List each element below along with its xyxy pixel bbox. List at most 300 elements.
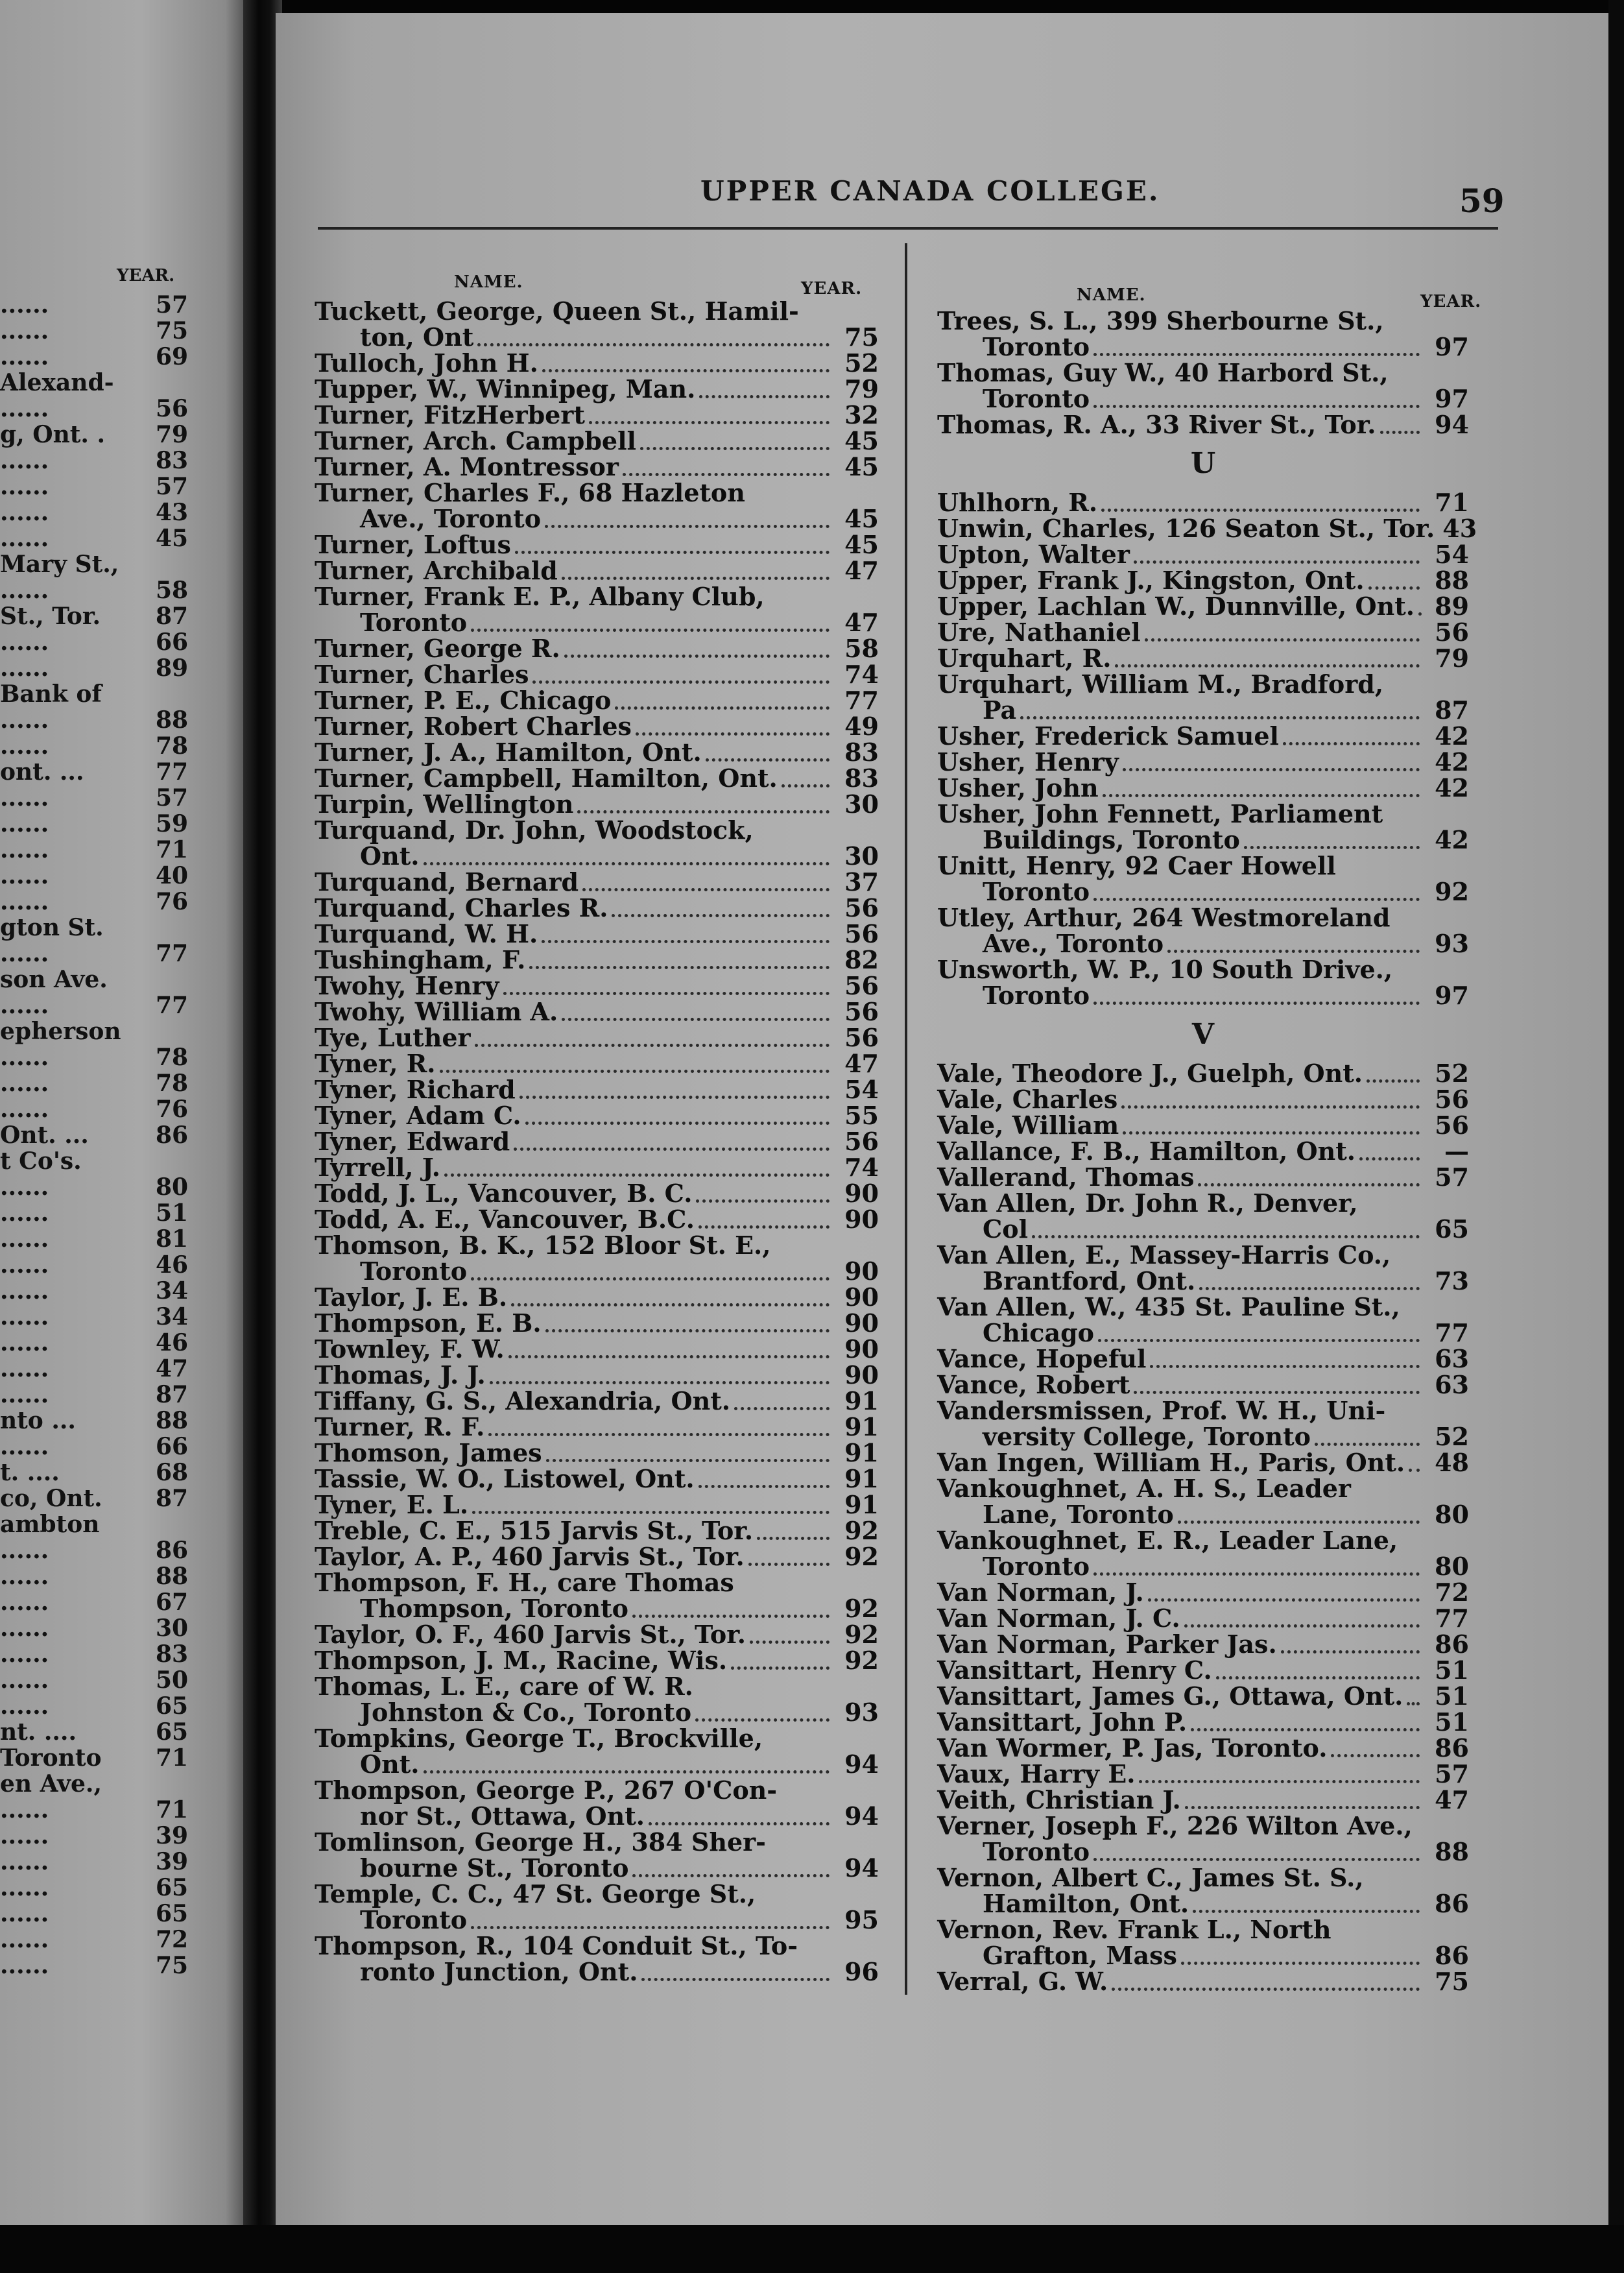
entry-continuation [937,983,1469,1009]
entry-name: Tomlinson, George H., 384 Sher- [315,1827,766,1857]
entry-name: Turner, R. F. [315,1412,485,1441]
prev-page-line [0,967,195,992]
prev-line-year: 86 [156,1122,189,1149]
dot-leader [542,931,830,943]
entry-year: 94 [1435,410,1469,439]
entry-line [937,1631,1469,1657]
entry-line [937,619,1469,645]
entry-name: Thompson, F. H., care Thomas [315,1568,734,1597]
entry-name: Turquand, Dr. John, Woodstock, [315,815,754,845]
dot-leader [641,1969,830,1981]
prev-line-text: ...... [0,395,49,422]
entry-line [315,1336,879,1362]
entry-year: 48 [1435,1448,1469,1477]
entry-name: Toronto [983,1552,1090,1581]
prev-line-text: ...... [0,1537,49,1564]
dot-leader [1367,1070,1420,1083]
entry-continuation [937,1216,1469,1242]
entry-name: Verner, Joseph F., 226 Wilton Ave., [937,1811,1413,1840]
prev-line-year: 46 [156,1329,189,1356]
dot-leader [424,853,830,865]
prev-line-text: son Ave. [0,966,108,993]
entry-name: Vallance, F. B., Hamilton, Ont. [937,1136,1356,1166]
prev-page-line [0,1460,195,1485]
entry-year: 56 [844,971,879,1000]
dot-leader [1123,1122,1420,1135]
prev-line-year: 76 [156,888,189,915]
entry-line [937,1528,1469,1554]
entry-line [315,791,879,817]
prev-line-text: ...... [0,629,49,656]
prev-line-text: ...... [0,862,49,889]
entry-name: Trees, S. L., 399 Sherbourne St., [937,306,1384,335]
entry-year: 97 [1435,981,1469,1010]
entry-line [315,1440,879,1466]
entry-name: Hamilton, Ont. [983,1889,1189,1918]
prev-page-line [0,1044,195,1070]
dot-leader [1121,1096,1420,1109]
prev-line-text: ...... [0,1381,49,1408]
entry-name: Tompkins, George T., Brockville, [315,1724,763,1753]
prev-line-year: 87 [156,603,189,630]
prev-line-year: 47 [156,1355,189,1382]
entry-year: 47 [844,608,879,637]
entry-line [937,1580,1469,1606]
prev-line-year: 87 [156,1381,189,1408]
entry-year: 90 [844,1334,879,1364]
prev-page-line [0,1330,195,1356]
entry-continuation [937,386,1469,412]
entry-line [315,714,879,740]
dot-leader [1150,1356,1420,1368]
entry-name: Todd, A. E., Vancouver, B.C. [315,1205,695,1234]
dot-leader [1407,1693,1420,1705]
entry-year: 57 [1435,1162,1469,1192]
entry-name: Vansittart, Henry C. [937,1655,1212,1685]
entry-line [937,1450,1469,1476]
prev-line-text: nt. .... [0,1718,77,1746]
dot-leader [731,1657,830,1670]
scan-bottom-edge [0,2225,1624,2273]
previous-page-fragment [0,0,256,2273]
entry-year: 90 [844,1282,879,1312]
entry-line [315,1077,879,1103]
prev-line-text: St., Tor. [0,603,101,630]
prev-line-text: ...... [0,1303,49,1330]
entry-name: Thomson, B. K., 152 Bloor St. E., [315,1231,771,1260]
prev-line-text: ...... [0,1044,49,1071]
entry-line [315,1726,879,1751]
entry-name: Townley, F. W. [315,1334,505,1364]
dot-leader [699,386,830,398]
prev-line-year: 59 [156,810,189,837]
prev-line-text: ...... [0,1952,49,1979]
left-name-header: NAME. [454,272,523,292]
entry-name: Thompson, J. M., Racine, Wis. [315,1646,728,1675]
entry-name: Thompson, R., 104 Conduit St., To- [315,1931,798,1960]
entry-year: 45 [844,504,879,533]
entry-year: 75 [1435,1967,1469,1996]
prev-page-line [0,603,195,629]
entry-name: Chicago [983,1318,1094,1347]
entry-year: 94 [844,1853,879,1882]
prev-page-line [0,344,195,370]
entry-year: 83 [844,764,879,793]
prev-line-year: 71 [156,1796,189,1823]
prev-line-text: co, Ont. [0,1485,102,1512]
entry-line [315,1207,879,1233]
prev-page-line [0,1563,195,1589]
prev-page-line [0,1771,195,1797]
dot-leader [1380,422,1420,434]
prev-line-year: 88 [156,1407,189,1434]
entry-line [315,1025,879,1051]
column-divider [905,243,907,1995]
dot-leader [1198,1174,1420,1186]
entry-continuation [315,1700,879,1726]
entry-line [937,1346,1469,1372]
entry-line [315,947,879,973]
entry-line [315,1129,879,1155]
dot-leader [757,1528,830,1540]
entry-name: Turquand, Charles R. [315,893,608,922]
prev-line-text: ambton [0,1511,100,1538]
entry-name: Turner, George R. [315,634,560,663]
dot-leader [1181,1953,1420,1965]
entry-year: 90 [844,1360,879,1389]
dot-leader [632,1865,830,1877]
dot-leader [519,1087,830,1099]
dot-leader [511,1294,830,1306]
entry-name: Vance, Robert [937,1370,1130,1399]
entry-name: Treble, C. E., 515 Jarvis St., Tor. [315,1516,754,1545]
prev-line-text: ...... [0,888,49,915]
prev-page-line [0,1823,195,1849]
prev-line-text: ...... [0,1277,49,1305]
prev-line-text: ...... [0,577,49,604]
entry-continuation [315,1258,879,1284]
entry-continuation [937,931,1469,957]
entry-line [937,568,1469,594]
prev-line-year: 75 [156,1952,189,1979]
prev-line-year: 57 [156,784,189,812]
entry-line [315,1051,879,1077]
prev-page-line [0,396,195,422]
prev-line-year: 89 [156,655,189,682]
prev-line-year: 66 [156,629,189,656]
dot-leader [1167,941,1420,953]
prev-line-year: 77 [156,940,189,967]
entry-line [315,1777,879,1803]
entry-year: 86 [1435,1889,1469,1918]
entry-name: Usher, John Fennett, Parliament [937,799,1383,828]
prev-page-line [0,1070,195,1096]
entry-name: Vansittart, John P. [937,1707,1188,1737]
prev-line-year: 40 [156,862,189,889]
entry-name: Tushingham, F. [315,945,526,974]
dot-leader [514,1138,830,1151]
dot-leader [564,645,830,658]
entry-line [315,558,879,584]
entry-name: Todd, J. L., Vancouver, B. C. [315,1179,693,1208]
dot-leader [636,723,830,736]
entry-line [315,376,879,402]
entry-line [315,1181,879,1207]
entry-year: 42 [1435,721,1469,751]
entry-name: Tulloch, John H. [315,348,538,378]
prev-page-line [0,1018,195,1044]
entry-year: 90 [844,1308,879,1338]
entry-line [937,775,1469,801]
entry-year: 74 [844,1153,879,1182]
page-number: 59 [1459,182,1505,220]
entry-name: Usher, Frederick Samuel [937,721,1279,751]
prev-line-year: 77 [156,758,189,786]
right-name-header: NAME. [1077,285,1146,305]
entry-year: 72 [1435,1578,1469,1607]
prev-line-text: Bank of [0,680,102,708]
dot-leader [1185,1797,1420,1809]
dot-leader [1093,396,1420,408]
entry-continuation [937,1320,1469,1346]
entry-line [315,1103,879,1129]
entry-line [937,1476,1469,1502]
prev-page-line [0,292,195,318]
prev-line-year: 72 [156,1926,189,1953]
entry-line [937,490,1469,516]
prev-line-text: ...... [0,1096,49,1123]
entry-name: Unwin, Charles, 126 Seaton St., Tor. [937,514,1435,543]
dot-leader [632,1606,830,1618]
dot-leader [696,1190,830,1203]
dot-leader [508,1346,830,1358]
prev-page-line [0,655,195,681]
prev-page-line [0,577,195,603]
entry-year: 91 [844,1386,879,1415]
dot-leader [782,775,830,788]
prev-page-line [0,941,195,967]
prev-line-text: ...... [0,1225,49,1253]
prev-page-line [0,551,195,577]
entry-line [937,1917,1469,1943]
prev-line-year: 87 [156,1485,189,1512]
entry-line [937,1709,1469,1735]
entry-name: Tyner, Richard [315,1075,516,1104]
right-column-entries [937,306,1477,1996]
prev-page-line [0,1408,195,1434]
dot-leader [1315,1434,1420,1446]
entry-year: 89 [1435,592,1469,621]
dot-leader [471,1917,830,1929]
dot-leader [471,619,830,632]
entry-name: Urquhart, William M., Bradford, [937,669,1384,699]
entry-name: Brantford, Ont. [983,1266,1196,1295]
prev-line-text: ...... [0,343,49,370]
dot-leader [542,360,830,372]
entry-year: 51 [1435,1681,1469,1711]
entry-year: 47 [1435,1785,1469,1814]
prev-page-line [0,1745,195,1771]
entry-year: 42 [1435,773,1469,802]
prev-line-text: ...... [0,291,49,319]
entry-name: Tassie, W. O., Listowel, Ont. [315,1464,695,1493]
entry-year: 71 [1435,488,1469,517]
entry-name: Thomas, L. E., care of W. R. [315,1672,693,1701]
dot-leader [1281,1641,1420,1654]
prev-line-year: 34 [156,1303,189,1330]
entry-year: 52 [1435,1059,1469,1088]
entry-name: Thompson, George P., 267 O'Con- [315,1775,778,1805]
dot-leader [1093,1849,1420,1861]
entry-continuation [937,1554,1469,1580]
prev-year-header: YEAR. [117,266,175,285]
entry-name: Buildings, Toronto [983,825,1240,854]
entry-line [937,671,1469,697]
entry-name: Thomson, James [315,1438,542,1467]
entry-year: 80 [1435,1552,1469,1581]
prev-line-text: ...... [0,1199,49,1227]
entry-name: Tyner, E. L. [315,1490,469,1519]
entry-name: Toronto [983,981,1090,1010]
entry-year: 86 [1435,1630,1469,1659]
prev-line-text: g, Ont. . [0,421,105,448]
dot-leader [503,983,830,995]
prev-line-text: ...... [0,1692,49,1720]
entry-year: 56 [1435,618,1469,647]
dot-leader [649,1813,830,1825]
entry-line [937,723,1469,749]
dot-leader [545,516,830,528]
prev-line-year: 88 [156,706,189,734]
prev-page-line [0,1901,195,1927]
prev-line-text: ...... [0,1926,49,1953]
entry-name: Twohy, Henry [315,971,499,1000]
entry-year: 63 [1435,1344,1469,1373]
entry-year: 92 [844,1646,879,1675]
entry-line [937,749,1469,775]
entry-name: Veith, Christian J. [937,1785,1181,1814]
entry-year: 86 [1435,1941,1469,1970]
entry-line [315,1466,879,1492]
prev-line-year: 57 [156,473,189,500]
entry-line [937,514,1477,543]
entry-name: Upper, Lachlan W., Dunnville, Ont. [937,592,1415,621]
prev-page-line [0,837,195,863]
prev-line-year: 34 [156,1277,189,1305]
entry-name: Usher, Henry [937,747,1119,776]
entry-name: Taylor, A. P., 460 Jarvis St., Tor. [315,1542,745,1571]
entry-name: Vale, Charles [937,1085,1118,1114]
prev-line-text: ...... [0,1848,49,1875]
entry-year: 45 [844,452,879,481]
prev-line-text: ...... [0,655,49,682]
entry-name: Ave., Toronto [983,929,1164,958]
entry-year: 32 [844,400,879,429]
entry-name: Vallerand, Thomas [937,1162,1195,1192]
entry-name: Turpin, Wellington [315,789,574,819]
prev-line-year: 86 [156,1537,189,1564]
dot-leader [477,334,830,346]
entry-year: 87 [1435,695,1469,725]
entry-name: Tyrrell, J. [315,1153,440,1182]
entry-name: Vernon, Rev. Frank L., North [937,1915,1331,1944]
dot-leader [1115,655,1420,667]
entry-name: Turner, Loftus [315,530,511,559]
entry-year: 94 [844,1801,879,1831]
dot-leader [640,438,830,450]
entry-line [937,645,1469,671]
prev-page-line [0,1537,195,1563]
entry-line [937,1138,1469,1164]
entry-name: Turner, P. E., Chicago [315,686,612,715]
prev-line-text: ...... [0,499,49,526]
entry-year: 75 [844,322,879,352]
prev-line-text: Mary St., [0,551,119,578]
entry-year: 56 [844,893,879,922]
prev-line-text: ...... [0,525,49,552]
entry-name: Toronto [983,877,1090,906]
prev-line-year: 46 [156,1251,189,1279]
entry-line [315,1284,879,1310]
prev-line-year: 51 [156,1199,189,1227]
dot-leader [734,1398,830,1410]
entry-continuation [315,610,879,636]
entry-name: Toronto [360,1905,468,1934]
entry-name: Turquand, Bernard [315,867,579,896]
entry-line [937,308,1469,334]
prev-line-text: nto ... [0,1407,76,1434]
entry-name: Tyner, Adam C. [315,1101,521,1130]
prev-page-line [0,1797,195,1823]
entry-year: 86 [1435,1733,1469,1762]
entry-line [315,973,879,999]
entry-name: Temple, C. C., 47 St. George St., [315,1879,756,1908]
dot-leader [615,697,830,710]
entry-year: 42 [1435,825,1469,854]
entry-name: Vernon, Albert C., James St. S., [937,1863,1364,1892]
entry-year: 54 [844,1075,879,1104]
entry-line [315,1155,879,1181]
entry-name: Toronto [983,384,1090,413]
entry-line [937,1061,1469,1087]
entry-continuation [937,1502,1469,1528]
entry-name: Turner, FitzHerbert [315,400,585,429]
prev-page-line [0,422,195,448]
prev-line-year: 39 [156,1822,189,1849]
prev-line-year: 58 [156,577,189,604]
dot-leader [1093,1563,1420,1576]
entry-year: 93 [1435,929,1469,958]
prev-line-text: ...... [0,1589,49,1616]
entry-name: Thomas, Guy W., 40 Harbord St., [937,358,1389,387]
dot-leader [490,1372,830,1384]
entry-year: 92 [844,1594,879,1623]
entry-name: Tyner, Edward [315,1127,510,1156]
entry-year: 63 [1435,1370,1469,1399]
prev-line-year: 69 [156,343,189,370]
dot-leader [706,749,830,762]
entry-line [937,1372,1469,1398]
entry-name: Van Wormer, P. Jas, Toronto. [937,1733,1328,1762]
entry-continuation [937,827,1469,853]
entry-line [937,801,1469,827]
entry-name: Turner, J. A., Hamilton, Ont. [315,738,702,767]
prev-line-year: 65 [156,1718,189,1746]
entry-line [315,1518,879,1544]
dot-leader [529,957,830,969]
prev-page-line [0,1667,195,1693]
prev-line-text: t Co's. [0,1148,82,1175]
